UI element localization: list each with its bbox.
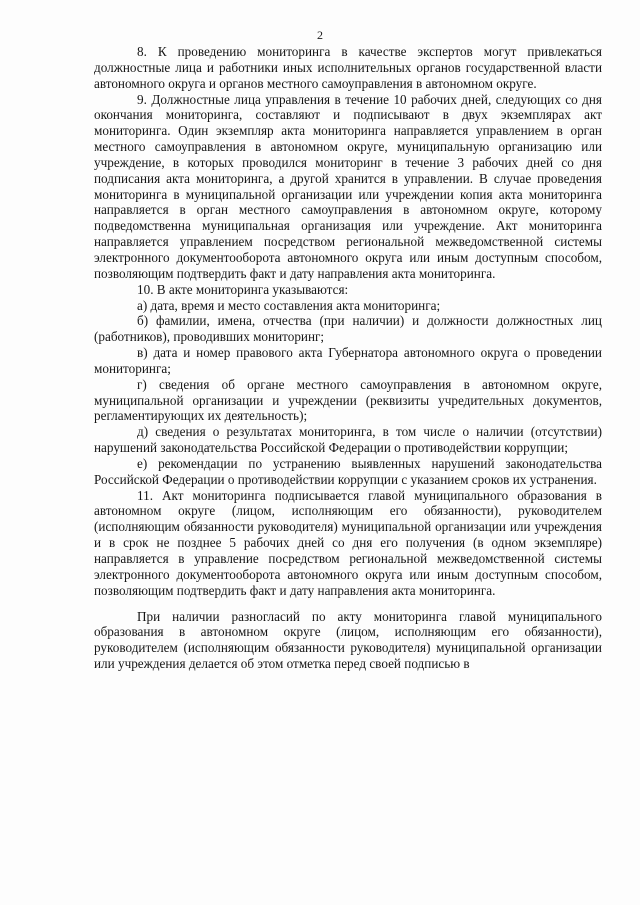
list-item-a: а) дата, время и место составления акта мониторинга; [137,297,441,313]
list-item-d: д) сведения о результатах мониторинга, в том числе о наличии (отсутствии) нарушений законодательства Российской Федерации о противодействии коррупции; [94,424,602,456]
paragraph-9: 9. Должностные лица управления в течение 10 рабочих дней, следующих со дня окончания мониторинга, составляют и подписывают в двух экземплярах акт мониторинга. Один экземпляр акта мониторинга направляется управлением в орган местного самоуправления в автономном округе, муниципальную организацию или учреждение, в которых проводился мониторинг в течение 3 рабочих дней со дня подписания акта мониторинга, а другой хранится в управлении. В случае проведения мониторинга в муниципальной организации или учреждении копия акта мониторинга направляется в орган местного самоуправления в автономном округе, которому подведомственна муниципальная организация или учреждение. Акт мониторинга направляется управлением посредством региональной межведомственной системы электронного документооборота автономного округа или иным доступным способом, позволяющим подтвердить факт и дату направления акта мониторинга. [94,91,602,281]
list-item-v: в) дата и номер правового акта Губернатора автономного округа о проведении мониторинга; [94,345,602,376]
list-item-e: е) рекомендации по устранению выявленных нарушений законодательства Российской Федерации о противодействии коррупции с указанием сроков их устранения. [94,455,602,487]
document-body [94,44,602,672]
paragraph-disagreements: При наличии разногласий по акту мониторинга главой муниципального образования в автономном округе (лицом, исполняющим его обязанности), руководителем (исполняющим обязанности руководителя) муниципальной организации или учреждения делается об этом отметка перед своей подписью в [94,608,602,672]
paragraph-11: 11. Акт мониторинга подписывается главой муниципального образования в автономном округе (лицом, исполняющим его обязанности), руководителем (исполняющим обязанности руководителя) муниципальной организации или учреждения и в срок не позднее 5 рабочих дней со дня его получения (в одном экземпляре) направляется в управление посредством региональной межведомственной системы электронного документооборота автономного округа или иным доступным способом, позволяющим подтвердить факт и дату направления акта мониторинга. [94,487,602,598]
list-item-b: б) фамилии, имена, отчества (при наличии) и должности должностных лиц (работников), проводивших мониторинг; [94,313,602,345]
page-number: 2 [317,28,323,42]
list-item-g: г) сведения об органе местного самоуправления в автономном округе, муниципальной организации и учреждении (реквизиты учредительных документов, регламентирующих их деятельность); [94,376,602,424]
paragraph-8: 8. К проведению мониторинга в качестве экспертов могут привлекаться должностные лица и работники иных исполнительных органов государственной власти автономного округа и органов местного самоуправления в автономном округе. [94,44,602,91]
paragraph-10-intro: 10. В акте мониторинга указываются: [137,281,349,297]
